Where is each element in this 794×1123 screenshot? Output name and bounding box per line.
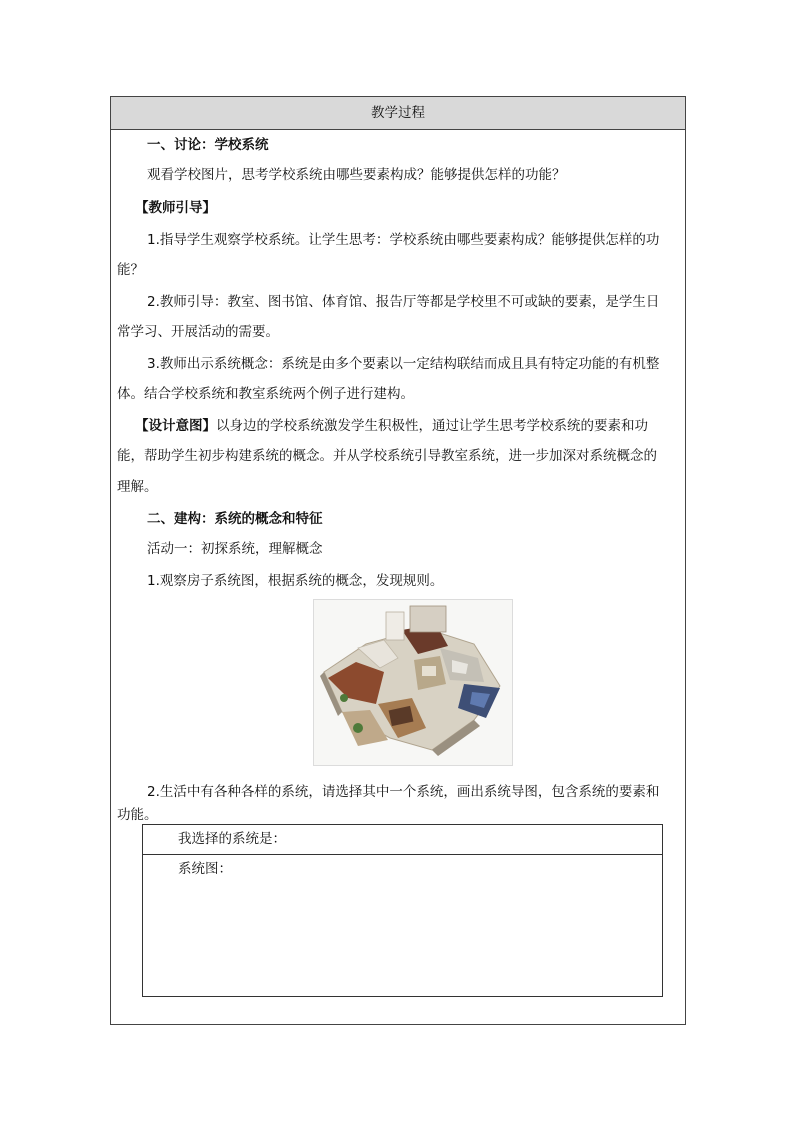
item3-line2: 体。结合学校系统和教室系统两个例子进行建构。	[117, 386, 414, 402]
step1-text: 1.观察房子系统图，根据系统的概念，发现规则。	[147, 573, 444, 589]
section1-question: 观看学校图片，思考学校系统由哪些要素构成？能够提供怎样的功能？	[147, 167, 566, 183]
design-intent-line2: 能，帮助学生初步构建系统的概念。并从学校系统引导教室系统，进一步加深对系统概念的	[117, 448, 657, 464]
item1-line2: 能？	[117, 262, 144, 278]
chosen-system-row[interactable]	[143, 825, 662, 855]
table-header: 教学过程	[111, 97, 685, 130]
chosen-system-label: 我选择的系统是：	[178, 831, 286, 847]
design-intent-line1	[111, 416, 709, 436]
system-diagram-label: 系统图：	[178, 861, 232, 877]
item2-line2: 常学习、开展活动的需要。	[117, 324, 279, 340]
item1-line1: 1.指导学生观察学校系统。让学生思考：学校系统由哪些要素构成？能够提供怎样的功	[147, 232, 660, 248]
item2-line1: 2.教师引导：教室、图书馆、体育馆、报告厅等都是学校里不可或缺的要素，是学生日	[147, 294, 660, 310]
lesson-process-table	[110, 96, 686, 1025]
section2-heading: 二、建构：系统的概念和特征	[147, 511, 323, 527]
design-intent-line3: 理解。	[117, 479, 158, 495]
item3-line1: 3.教师出示系统概念：系统是由多个要素以一定结构联结而成且具有特定功能的有机整	[147, 356, 660, 372]
worksheet-table	[142, 824, 663, 997]
step2-line1: 2.生活中有各种各样的系统，请选择其中一个系统，画出系统导图，包含系统的要素和	[147, 784, 660, 800]
house-floorplan-image	[313, 599, 513, 766]
section1-heading: 一、讨论：学校系统	[147, 137, 269, 153]
floorplan-illustration	[314, 600, 512, 765]
design-intent-label: 【设计意图】	[135, 418, 216, 434]
teacher-guide-label: 【教师引导】	[135, 200, 216, 216]
design-intent-text: 以身边的学校系统激发学生积极性，通过让学生思考学校系统的要素和功	[216, 418, 648, 434]
activity1-title: 活动一：初探系统，理解概念	[147, 541, 323, 557]
step2-line2: 功能。	[117, 807, 158, 823]
